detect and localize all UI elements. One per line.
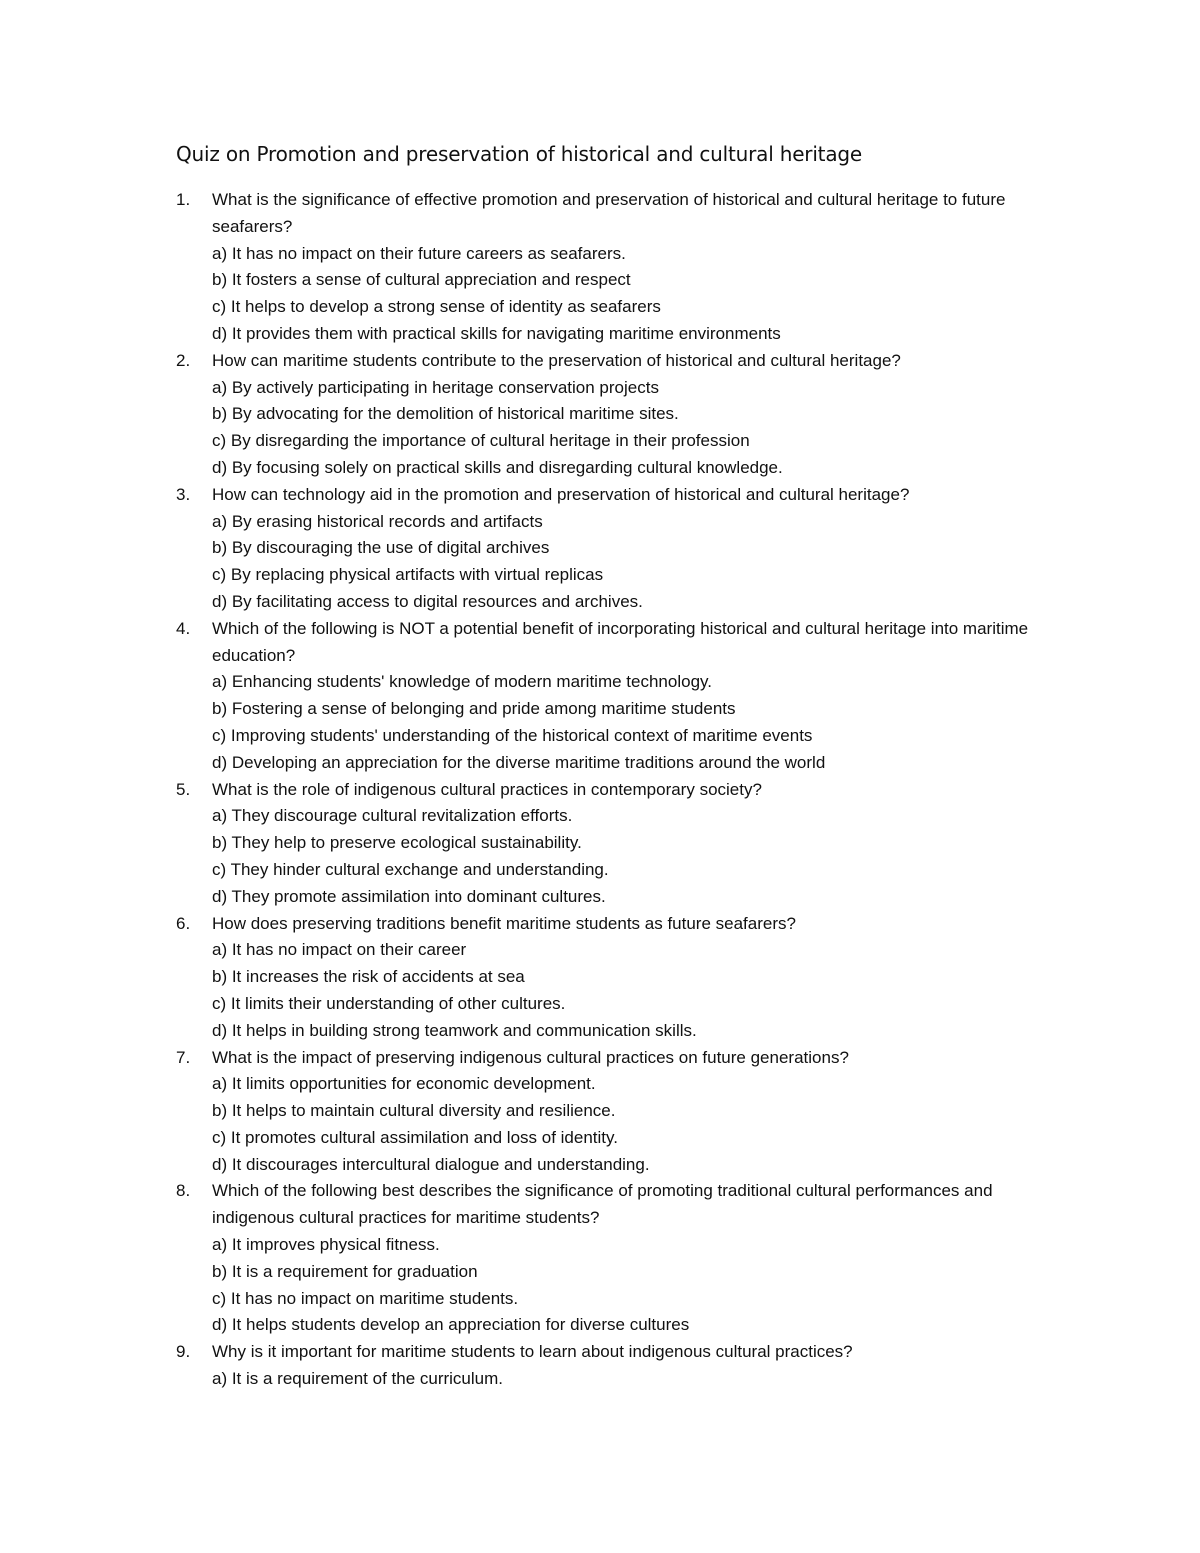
question-text: How can technology aid in the promotion and preservation of historical and cultural heritage? [212,484,910,504]
answer-options [0,669,1200,776]
question-list [0,187,1200,1393]
answer-option-c: c) They hinder cultural exchange and understanding. [212,859,609,879]
answer-options [0,1366,1200,1393]
answer-option-b: b) Fostering a sense of belonging and pride among maritime students [212,699,736,719]
question-number: 7. [176,1047,191,1067]
question-number: 2. [176,350,191,370]
answer-option-d: d) It provides them with practical skills for navigating maritime environments [212,323,781,343]
answer-option-c: c) Improving students' understanding of the historical context of maritime events [212,725,813,745]
answer-option-d: d) By facilitating access to digital resources and archives. [212,591,643,611]
question-number: 5. [176,779,191,799]
answer-option-b: b) It fosters a sense of cultural appreciation and respect [212,270,631,290]
question-number: 4. [176,618,191,638]
answer-options [0,509,1200,616]
answer-option-b: b) It is a requirement for graduation [212,1261,478,1281]
answer-option-d: d) They promote assimilation into dominant cultures. [212,886,606,906]
answer-option-d: d) By focusing solely on practical skills and disregarding cultural knowledge. [212,457,783,477]
answer-option-c: c) It helps to develop a strong sense of identity as seafarers [212,297,661,317]
question-2 [0,348,1200,482]
answer-option-a: a) They discourage cultural revitalization efforts. [212,806,573,826]
question-number: 9. [176,1342,191,1362]
question-number: 6. [176,913,191,933]
question-text: Why is it important for maritime students to learn about indigenous cultural practices? [212,1342,853,1362]
question-text: Which of the following is NOT a potential benefit of incorporating historical and cultural heritage into maritime education? [212,618,1029,665]
answer-options [0,937,1200,1044]
answer-option-b: b) It helps to maintain cultural diversity and resilience. [212,1101,616,1121]
question-text: What is the significance of effective promotion and preservation of historical and cultural heritage to future seafarers? [212,190,1006,236]
answer-options [0,241,1200,348]
answer-option-d: d) It helps students develop an appreciation for diverse cultures [212,1315,690,1335]
answer-option-b: b) By advocating for the demolition of historical maritime sites. [212,404,679,424]
answer-option-b: b) By discouraging the use of digital archives [212,538,550,558]
answer-option-d: d) It helps in building strong teamwork and communication skills. [212,1020,697,1040]
question-text: What is the role of indigenous cultural practices in contemporary society? [212,779,762,799]
question-3 [0,482,1200,616]
answer-options [0,1232,1200,1339]
answer-option-b: b) They help to preserve ecological sustainability. [212,833,582,853]
question-number: 3. [176,484,191,504]
answer-option-d: d) It discourages intercultural dialogue and understanding. [212,1154,650,1174]
answer-option-a: a) It improves physical fitness. [212,1235,440,1255]
question-8 [0,1178,1200,1339]
answer-option-c: c) It promotes cultural assimilation and loss of identity. [212,1127,618,1147]
question-5 [0,777,1200,911]
question-text: How can maritime students contribute to the preservation of historical and cultural heritage? [212,350,901,370]
answer-options [0,803,1200,910]
answer-option-a: a) It limits opportunities for economic development. [212,1074,596,1094]
question-6 [0,911,1200,1045]
answer-option-a: a) By erasing historical records and artifacts [212,511,543,531]
question-4 [0,616,1200,777]
document-title: Quiz on Promotion and preservation of historical and cultural heritage [176,142,862,166]
answer-option-c: c) It has no impact on maritime students. [212,1288,519,1308]
answer-option-a: a) Enhancing students' knowledge of modern maritime technology. [212,672,712,692]
question-text: What is the impact of preserving indigenous cultural practices on future generations? [212,1047,849,1067]
question-1 [0,187,1200,348]
question-text: Which of the following best describes the significance of promoting traditional cultural performances and indigenous cultural practices for maritime students? [212,1181,993,1228]
answer-option-b: b) It increases the risk of accidents at sea [212,967,525,987]
answer-option-c: c) It limits their understanding of other cultures. [212,993,566,1013]
answer-option-d: d) Developing an appreciation for the diverse maritime traditions around the world [212,752,826,772]
question-number: 1. [176,190,191,209]
answer-option-c: c) By replacing physical artifacts with virtual replicas [212,565,604,585]
question-number: 8. [176,1181,191,1201]
question-9 [0,1339,1200,1393]
answer-option-a: a) It has no impact on their future careers as seafarers. [212,243,626,263]
answer-option-c: c) By disregarding the importance of cultural heritage in their profession [212,431,750,451]
answer-options [0,375,1200,482]
question-7 [0,1045,1200,1179]
answer-option-a: a) By actively participating in heritage conservation projects [212,377,659,397]
answer-option-a: a) It is a requirement of the curriculum. [212,1369,504,1389]
answer-option-a: a) It has no impact on their career [212,940,467,960]
question-text: How does preserving traditions benefit maritime students as future seafarers? [212,913,796,933]
answer-options [0,1071,1200,1178]
